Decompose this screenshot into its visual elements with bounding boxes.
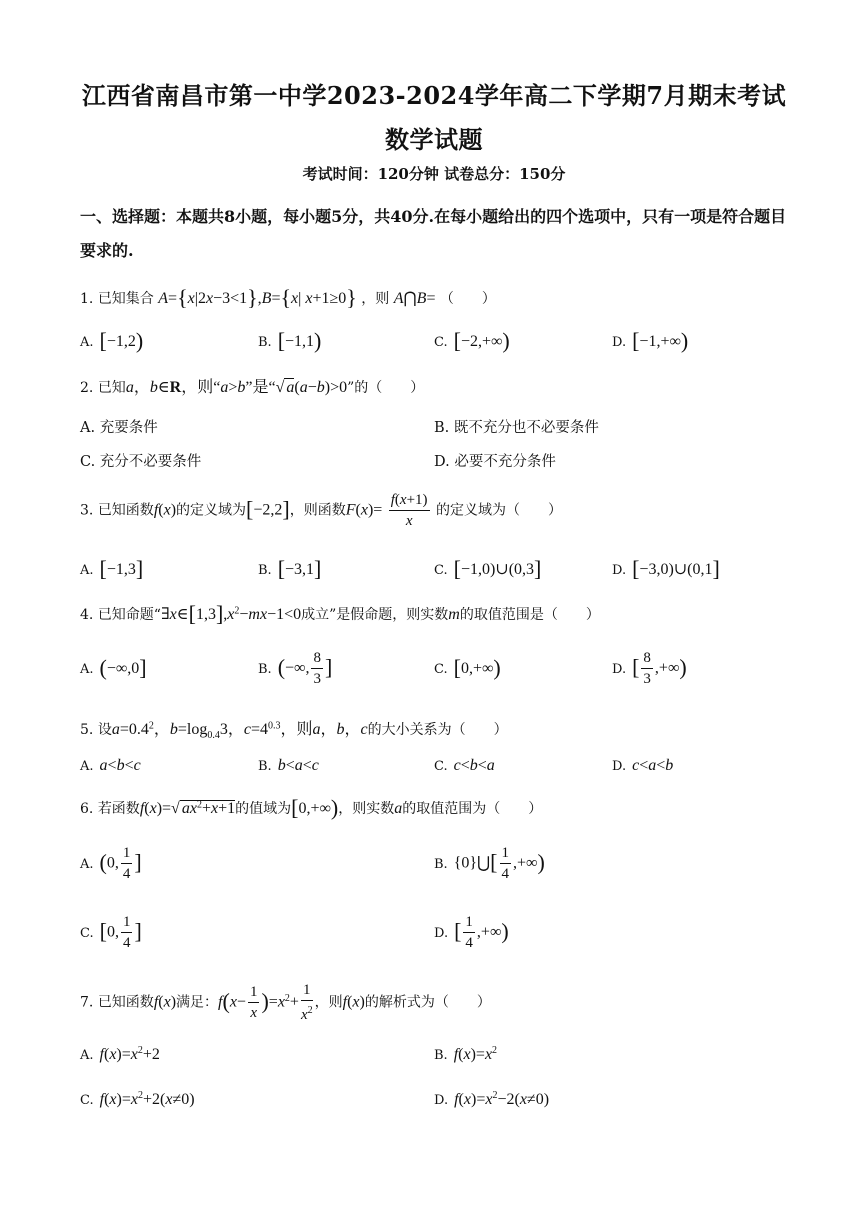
q5-option-a: A. a<b<c bbox=[80, 757, 141, 774]
q4-option-c: C. [0,+∞) bbox=[434, 655, 501, 680]
q1-option-c: C. [−2,+∞) bbox=[434, 328, 510, 353]
q3-option-d: D. [−3,0)∪(0,1] bbox=[612, 556, 720, 581]
q7-option-b: B. $f(x)=x^2$ bbox=[434, 1045, 498, 1063]
question-7: 7. 已知函数f(x)满足：f(x− $\frac{1}{x}$ )$=x^2+$ $\frac{1}{x^2}$ ，则f(x)的解析式为（ ） bbox=[80, 982, 491, 1023]
q5-option-d: D. c<a<b bbox=[612, 757, 674, 774]
question-3: 3. 已知函数f(x)的定义域为[−2,2]，则函数F(x)= $\frac{f(x+1)}{x}$ 的定义域为（ ） bbox=[80, 492, 563, 529]
q6-option-c: C. [0, $\frac{1}{4}$ ] bbox=[80, 914, 142, 951]
q1-option-b: B. [−1,1) bbox=[258, 328, 322, 353]
q3-option-c: C. [−1,0)∪(0,3] bbox=[434, 556, 542, 581]
q4-option-d: D. [ $\frac{8}{3}$ ,+∞) bbox=[612, 650, 687, 687]
exam-subtitle: 数学试题 bbox=[385, 125, 483, 154]
q2-option-a: A. 充要条件 bbox=[80, 420, 158, 436]
q7-option-a: A. $f(x)=x^2+2$ bbox=[80, 1045, 160, 1063]
q4-option-a: A. (−∞,0] bbox=[80, 655, 147, 680]
q2-option-c: C. 充分不必要条件 bbox=[80, 454, 202, 470]
q2-option-d: D. 必要不充分条件 bbox=[434, 454, 556, 470]
q5-option-c: C. c<b<a bbox=[434, 757, 495, 774]
question-2: 2. 已知a，b∈R，则“a>b”是“√ a(a−b)>0”的（ ） bbox=[80, 379, 425, 396]
question-5: 5. 设$a=0.4^2$，$b=\log_{0.4}3$，$c=4^{0.3}$，则a，b，c的大小关系为（ ） bbox=[80, 720, 508, 741]
question-6: 6. 若函数f(x)=√ $ax^2+x+1$的值域为[0,+∞)，则实数a的取值范围为（ ） bbox=[80, 795, 543, 820]
q4-option-b: B. (−∞, $\frac{8}{3}$ ] bbox=[258, 650, 333, 687]
q3-option-a: A. [−1,3] bbox=[80, 556, 144, 581]
exam-title: 江西省南昌市第一中学2023-2024学年高二下学期7月期末考试 bbox=[81, 81, 787, 110]
question-1: 1. 已知集合 A={x|2x−3<1},B={x| x+1≥0} ，则 A⋂B= （ ） bbox=[80, 285, 496, 310]
q3-option-b: B. [−3,1] bbox=[258, 556, 322, 581]
q-number: 1. bbox=[80, 291, 94, 307]
q1-option-a: A. [−1,2) bbox=[80, 328, 144, 353]
question-4: 4. 已知命题“$\exists x\in[1,3],x^2-mx-1<0$成立”是假命题，则实数m的取值范围是（ ） bbox=[80, 601, 600, 626]
q6-option-b: B. {0}⋃[ $\frac{1}{4}$ ,+∞) bbox=[434, 845, 545, 882]
q2-option-b: B. 既不充分也不必要条件 bbox=[434, 420, 599, 436]
q6-option-d: D. [ $\frac{1}{4}$ ,+∞) bbox=[434, 914, 509, 951]
q7-option-c: C. $f(x)=x^2+2(x\ne 0)$ bbox=[80, 1090, 195, 1108]
q5-option-b: B. b<a<c bbox=[258, 757, 319, 774]
q-math: A bbox=[158, 290, 169, 307]
exam-meta: 考试时间：120分钟 试卷总分：150分 bbox=[302, 165, 566, 183]
q1-option-d: D. [−1,+∞) bbox=[612, 328, 689, 353]
q6-option-a: A. (0, $\frac{1}{4}$ ] bbox=[80, 845, 142, 882]
q-text: 已知集合 bbox=[97, 291, 154, 307]
q7-option-d: D. $f(x)=x^2-2(x\ne 0)$ bbox=[434, 1090, 550, 1108]
section-heading: 一、选择题：本题共8小题，每小题5分，共40分.在每小题给出的四个选项中，只有一项是符合题目要求的. bbox=[80, 207, 787, 260]
